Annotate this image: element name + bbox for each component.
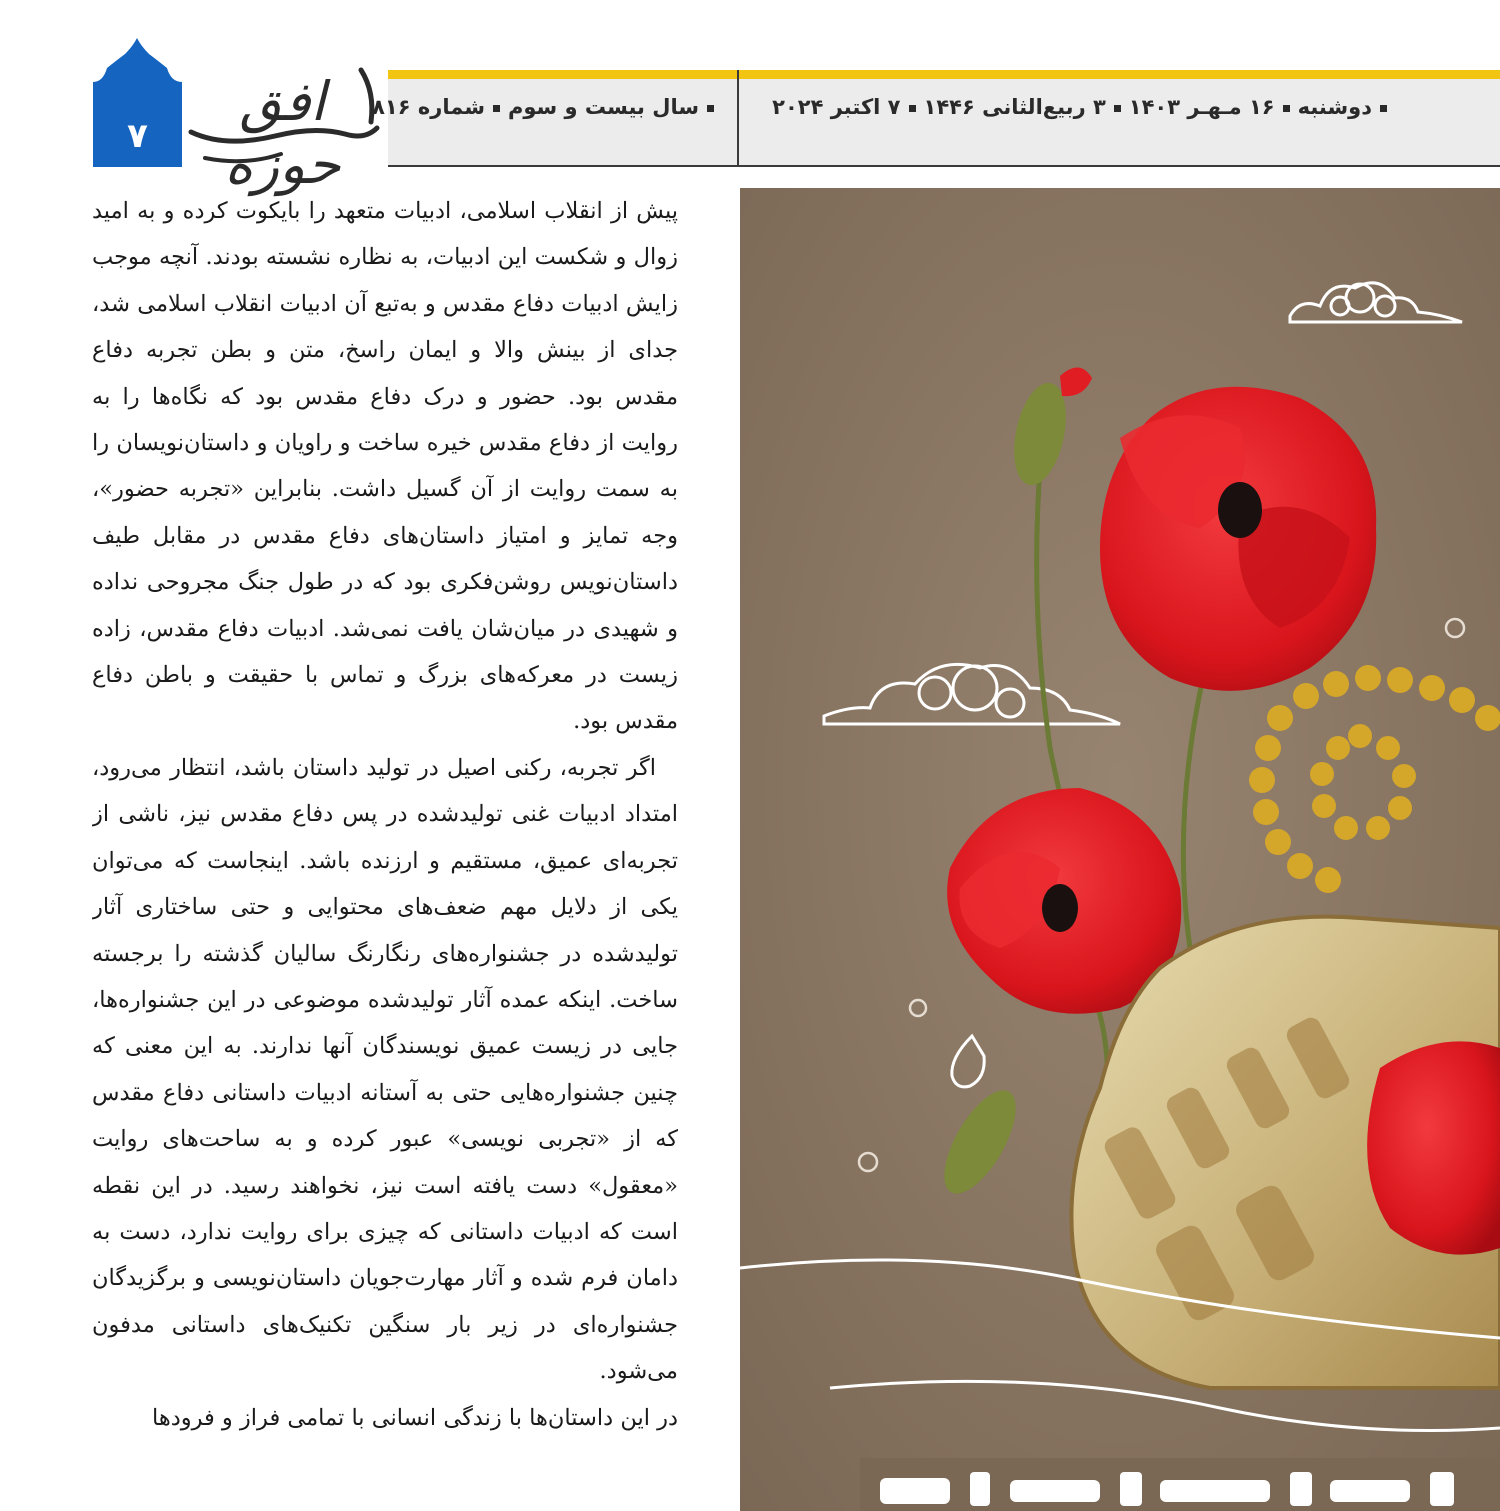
article-paragraph: در این داستان‌ها با زندگی انسانی با تمامی فراز و فرودها [151,1404,678,1431]
date-solar: ۱۶ مـهـر ۱۴۰۳ [1128,95,1275,119]
illustration-canvas [740,188,1500,1511]
article-body [92,188,678,1511]
bullet-icon [493,105,500,112]
date-lunar: ۳ ربیع‌الثانی ۱۴۴۶ [923,95,1106,119]
issue-number: شماره ۸۱۶ [372,95,485,119]
weekday: دوشنبه [1297,95,1372,119]
article-paragraph: پیش از انقلاب اسلامی، ادبیات متعهد را بایکوت کرده و به امید زوال و شکست این ادبیات، به نظاره نشسته بودند. آنچه موجب زایش ادبیات دفاع مقدس و به‌تبع آن ادبیات انقلاب اسلامی شد، جدای از بینش والا و ایمان راسخ، متن و بطن تجربه دفاع مقدس بود. حضور و درک دفاع مقدس بود که نگاه‌ها را به روایت از دفاع مقدس خیره ساخت و راویان و داستان‌نویسان را به سمت روایت از آن گسیل داشت. بنابراین «تجربه حضور»، وجه تمایز و امتیاز داستان‌های دفاع مقدس در مقابل طیف داستان‌نویس روشن‌فکری بود که در طول جنگ مجروحی نداده و شهیدی در میان‌شان یافت نمی‌شد. ادبیات دفاع مقدس، زاده زیست در معرکه‌های بزرگ و تماس با حقیقت و باطن دفاع مقدس بود. [92,198,678,735]
publication-logo [185,62,385,196]
header-info-band [388,79,1500,167]
red-poppy-flower [1367,1041,1500,1254]
date-info [755,95,1395,119]
logo-text: افق حوزه [224,70,341,196]
article-paragraph: اگر تجربه، رکنی اصیل در تولید داستان باشد، انتظار می‌رود، امتداد ادبیات غنی تولیدشده در پس دفاع مقدس نیز، ناشی از تجربه‌ای عمیق، مستقیم و ارزنده باشد. اینجاست که می‌توان یکی از دلایل مهم ضعف‌های محتوایی و حتی ساختاری آثار تولیدشده در جشنواره‌های رنگارنگ سالیان گذشته را برجسته ساخت. اینکه عمده آثار تولیدشده موضوعی در این جشنواره‌ها، جایی در زیست عمیق نویسندگان آنها ندارند. به این معنی که چنین جشنواره‌هایی حتی به آستانه ادبیات داستانی دفاع مقدس که از «تجربی نویسی» عبور کرده و به ساحت‌های روایت «معقول» دست یافته است نیز، نخواهند رسید. در این نقطه است که ادبیات داستانی که چیزی برای روایت ندارد، دست به دامان فرم شده و آثار مهارت‌جویان داستان‌نویسی و برگزیدگان جشنواره‌ای در زیر بار سنگین تکنیک‌های داستانی مدفون می‌شود. [92,754,678,1385]
header-accent-bar [388,70,1500,79]
poppies-dogtag-illustration [740,188,1500,1511]
page-number: ۷ [127,116,148,156]
red-poppy-flower [1100,387,1376,691]
bullet-icon [1283,105,1290,112]
volume-year: سال بیست و سوم [507,95,699,119]
bullet-icon [707,105,714,112]
page-number-badge [93,38,182,167]
volume-info [372,95,722,119]
bullet-icon [909,105,916,112]
date-gregorian: ۷ اکتبر ۲۰۲۴ [772,95,901,119]
bullet-icon [1114,105,1121,112]
header-divider [737,70,739,167]
bullet-icon [1380,105,1387,112]
